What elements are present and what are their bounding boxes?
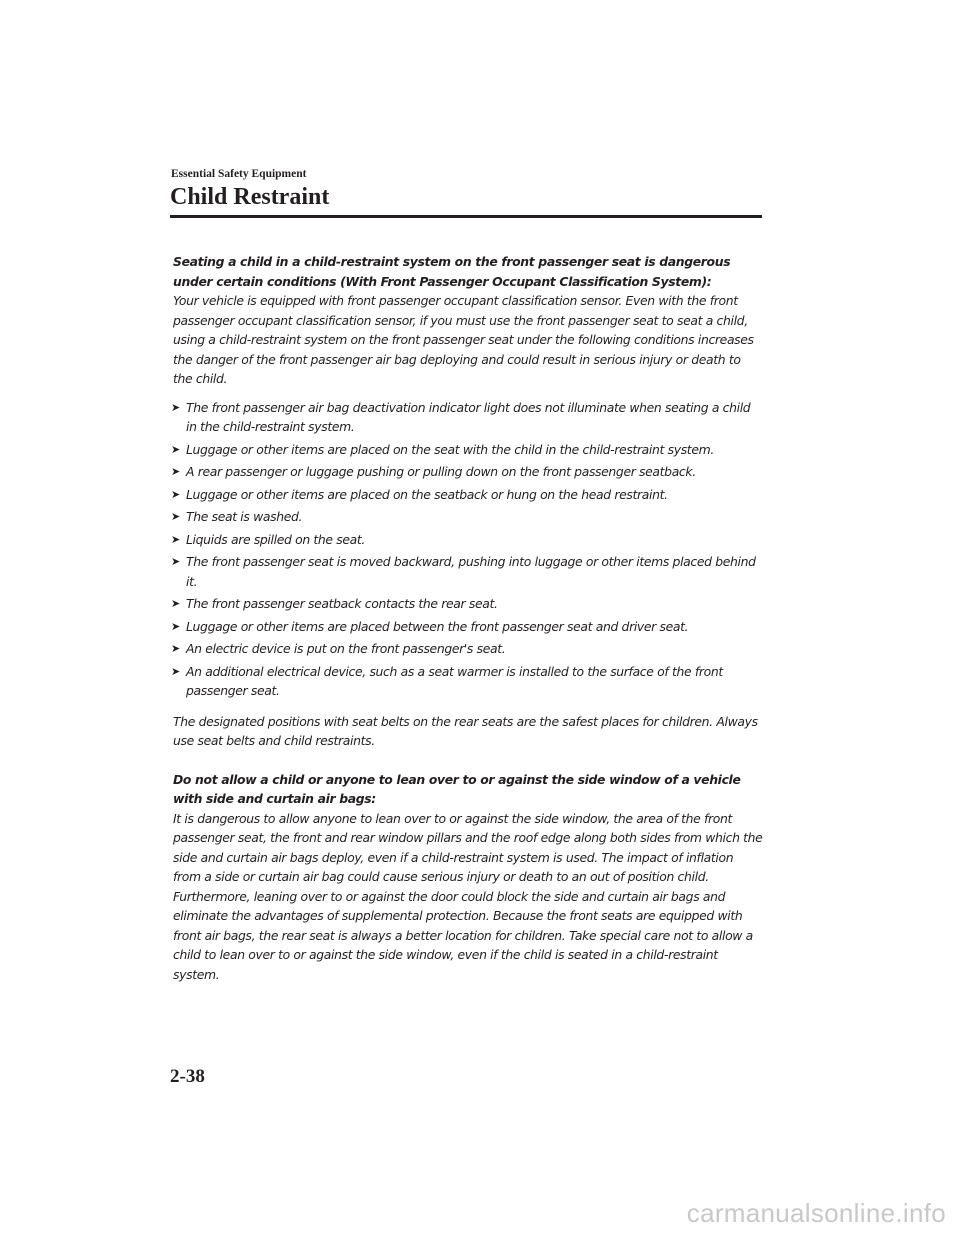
arrowhead-bullet-icon: ➤ [171, 510, 180, 523]
arrowhead-bullet-icon: ➤ [171, 619, 180, 633]
condition-item [173, 462, 763, 482]
watermark: carmanualsonline.info [686, 1198, 946, 1228]
condition-item [173, 552, 763, 591]
arrowhead-bullet-icon: ➤ [171, 664, 180, 678]
arrowhead-bullet-icon: ➤ [171, 465, 180, 478]
arrowhead-bullet-icon: ➤ [171, 642, 180, 655]
title-divider [170, 215, 762, 218]
condition-text: The seat is washed. [186, 509, 303, 524]
condition-text: The front passenger seat is moved backward, pushing into luggage or other items placed behind it. [186, 554, 756, 589]
condition-item [173, 639, 763, 659]
page-number: 2-38 [170, 1066, 205, 1087]
arrowhead-bullet-icon: ➤ [171, 442, 180, 456]
condition-item [173, 530, 763, 550]
condition-text: An electric device is put on the front passenger's seat. [186, 641, 506, 656]
condition-text: Luggage or other items are placed between the front passenger seat and driver seat. [186, 618, 689, 634]
arrowhead-bullet-icon: ➤ [171, 400, 180, 414]
condition-text: Luggage or other items are placed on the seatback or hung on the head restraint. [186, 486, 668, 502]
page-title: Child Restraint [170, 184, 330, 210]
warning-body-side-window: It is dangerous to allow anyone to lean over to or against the side window, the area of the front passenger seat, the front and rear window pillars and the roof edge along both sides from which the side and curtain air bags deploy, even if a child-restraint system is used. The impact of inflation from a side or curtain air bag could cause serious injury or death to an out of position child. Furthermore, leaning over to or against the door could block the side and curtain air bags and eliminate the advantages of supplemental protection. Because the front seats are equipped with front air bags, the rear seat is always a better location for children. Take special care not to allow a child to lean over to or against the side window, even if the child is seated in a child-restraint system. [173, 810, 763, 982]
condition-item [173, 440, 763, 460]
condition-item [173, 594, 763, 614]
condition-text: Luggage or other items are placed on the seat with the child in the child-restraint system. [186, 441, 714, 457]
condition-item [173, 617, 763, 637]
arrowhead-bullet-icon: ➤ [171, 532, 180, 546]
condition-text: The front passenger air bag deactivation indicator light does not illuminate when seating a child in the child-restraint system. [186, 399, 751, 434]
section-label: Essential Safety Equipment [171, 168, 307, 180]
arrowhead-bullet-icon: ➤ [171, 555, 180, 568]
condition-item [173, 398, 763, 437]
condition-list [173, 398, 763, 701]
condition-text: An additional electrical device, such as a seat warmer is installed to the surface of the front passenger seat. [186, 663, 723, 698]
condition-item [173, 507, 763, 527]
condition-text: Liquids are spilled on the seat. [186, 531, 366, 547]
condition-item [173, 485, 763, 505]
arrowhead-bullet-icon: ➤ [171, 487, 180, 501]
condition-text: A rear passenger or luggage pushing or pulling down on the front passenger seatback. [186, 464, 696, 479]
warning-heading-front-seat: Seating a child in a child-restraint system on the front passenger seat is dangerous under certain conditions (With Front Passenger Occupant Classification System): [173, 254, 731, 289]
warning-heading-side-window: Do not allow a child or anyone to lean over to or against the side window of a vehicle with side and curtain air bags: [173, 771, 741, 806]
warning-body-front-seat: Your vehicle is equipped with front passenger occupant classification sensor. Even with the front passenger occupant classification sensor, if you must use the front passenger seat to seat a child, using a child-restraint system on the front passenger seat under the following conditions increases the danger of the front passenger air bag deploying and could result in serious injury or death to the child. [173, 293, 754, 386]
warning-content [173, 252, 763, 984]
arrowhead-bullet-icon: ➤ [171, 597, 180, 610]
condition-text: The front passenger seatback contacts the rear seat. [186, 596, 498, 611]
warning-closing-front-seat: The designated positions with seat belts on the rear seats are the safest places for children. Always use seat belts and child restraints. [173, 713, 758, 748]
condition-item [173, 662, 763, 701]
